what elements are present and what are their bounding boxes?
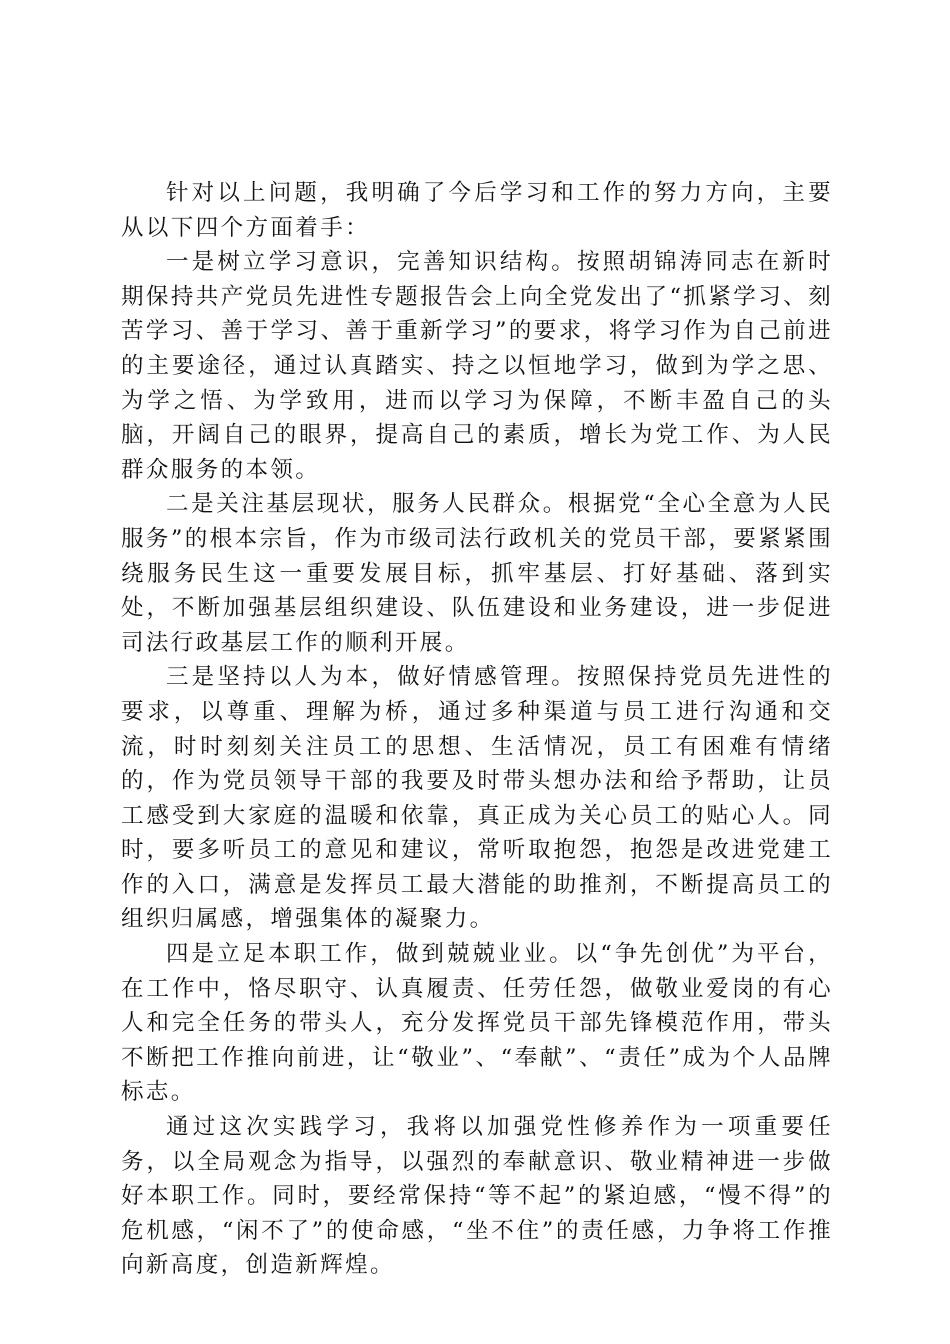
paragraph-point-one: 一是树立学习意识，完善知识结构。按照胡锦涛同志在新时期保持共产党员先进性专题报告会上向全党发出了“抓紧学习、刻苦学习、善于学习、善于重新学习”的要求，将学习作为自己前进的主要途径，通过认真踏实、持之以恒地学习，做到为学之思、为学之悟、为学致用，进而以学习为保障，不断丰盈自己的头脑，开阔自己的眼界，提高自己的素质，增长为党工作、为人民群众服务的本领。 xyxy=(121,249,833,483)
paragraph-intro: 针对以上问题，我明确了今后学习和工作的努力方向，主要从以下四个方面着手： xyxy=(121,180,833,241)
paragraph-point-four: 四是立足本职工作，做到兢兢业业。以“争先创优”为平台，在工作中，恪尽职守、认真履责、任劳任怨，做敬业爱岗的有心人和完全任务的带头人，充分发挥党员干部先锋模范作用，带头不断把工作推向前进，让“敬业”、“奉献”、“责任”成为个人品牌标志。 xyxy=(121,941,833,1106)
document-body xyxy=(121,176,833,1283)
paragraph-conclusion: 通过这次实践学习，我将以加强党性修养作为一项重要任务，以全局观念为指导，以强烈的奉献意识、敬业精神进一步做好本职工作。同时，要经常保持“等不起”的紧迫感，“慢不得”的危机感，“闲不了”的使命感，“坐不住”的责任感，力争将工作推向新高度，创造新辉煌。 xyxy=(121,1114,833,1279)
paragraph-point-two: 二是关注基层现状，服务人民群众。根据党“全心全意为人民服务”的根本宗旨，作为市级司法行政机关的党员干部，要紧紧围绕服务民生这一重要发展目标，抓牢基层、打好基础、落到实处，不断加强基层组织建设、队伍建设和业务建设，进一步促进司法行政基层工作的顺利开展。 xyxy=(121,491,833,656)
paragraph-point-three: 三是坚持以人为本，做好情感管理。按照保持党员先进性的要求，以尊重、理解为桥，通过多种渠道与员工进行沟通和交流，时时刻刻关注员工的思想、生活情况，员工有困难有情绪的，作为党员领导干部的我要及时带头想办法和给予帮助，让员工感受到大家庭的温暖和依靠，真正成为关心员工的贴心人。同时，要多听员工的意见和建议，常听取抱怨，抱怨是改进党建工作的入口，满意是发挥员工最大潜能的助推剂，不断提高员工的组织归属感，增强集体的凝聚力。 xyxy=(121,664,833,933)
